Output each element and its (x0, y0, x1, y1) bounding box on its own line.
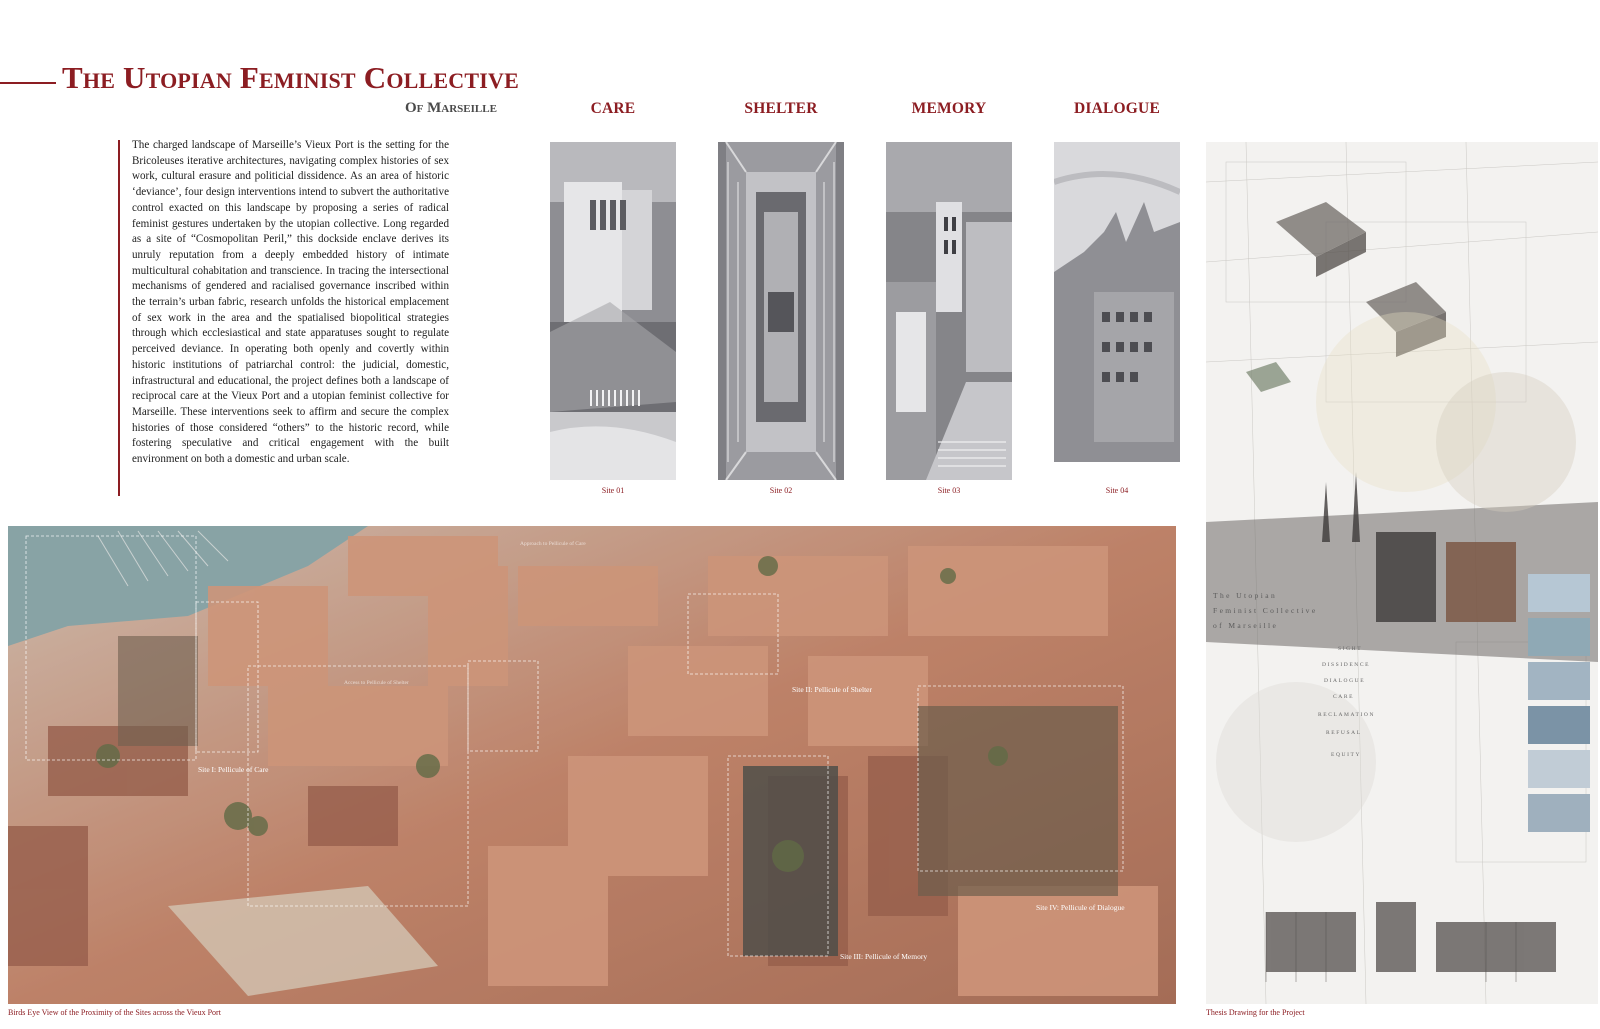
aerial-caption: Birds Eye View of the Proximity of the Sites across the Vieux Port (8, 1008, 221, 1017)
site-caption-04: Site 04 (1105, 486, 1129, 495)
thesis-title-line-3: of Marseille (1213, 621, 1279, 630)
site-panel-dialogue (1054, 142, 1180, 480)
thesis-word-reclamation: RECLAMATION (1318, 712, 1376, 718)
aerial-label-approach-care: Approach to Pellicule of Care (520, 541, 586, 547)
intro-accent-bar (118, 140, 120, 496)
title-rule (0, 82, 56, 84)
thesis-title-line-2: Feminist Collective (1213, 606, 1318, 615)
site-heading-care: CARE (590, 100, 636, 117)
aerial-label-site4: Site IV: Pellicule of Dialogue (1036, 903, 1125, 912)
thesis-word-dissidence: DISSIDENCE (1322, 662, 1371, 668)
site-caption-01: Site 01 (601, 486, 625, 495)
thesis-word-dialogue: DIALOGUE (1324, 678, 1366, 684)
thesis-word-equity: EQUITY (1331, 752, 1362, 758)
aerial-label-site2: Site II: Pellicule of Shelter (792, 685, 872, 694)
thesis-title-line-1: The Utopian (1213, 591, 1278, 600)
aerial-label-access-shelter: Access to Pellicule of Shelter (344, 680, 409, 686)
aerial-label-site3: Site III: Pellicule of Memory (840, 952, 928, 961)
site-heading-shelter: SHELTER (744, 100, 818, 117)
site-caption-03: Site 03 (937, 486, 961, 495)
thesis-word-care: CARE (1333, 694, 1355, 700)
page-title: The Utopian Feminist Collective (62, 60, 519, 95)
site-panel-memory (886, 142, 1012, 480)
thesis-drawing (1206, 142, 1598, 1004)
page-subtitle: Of Marseille (405, 100, 497, 116)
thesis-word-refusal: REFUSAL (1326, 730, 1362, 736)
site-caption-02: Site 02 (769, 486, 793, 495)
site-panel-shelter (718, 142, 844, 480)
thesis-caption: Thesis Drawing for the Project (1206, 1008, 1305, 1017)
thesis-word-sight: SIGHT (1338, 646, 1363, 652)
site-heading-dialogue: DIALOGUE (1073, 100, 1160, 117)
aerial-label-site1: Site I: Pellicule of Care (198, 765, 269, 774)
site-heading-memory: MEMORY (911, 100, 987, 117)
aerial-photo (8, 526, 1176, 1004)
intro-paragraph: The charged landscape of Marseille’s Vieux Port is the setting for the Bricoleuses iterative architectures, navigating complex histories of sex work, cultural erasure and politicial dissidence. As an area of historic ‘deviance’, four design interventions intend to subvert the authoritative control exacted on this landscape by proposing a series of radical feminist gestures undertaken by the utopian collective. Long regarded as a site of “Cosmopolitan Peril,” this dockside enclave derives its unruly reputation from a deeply embedded history of intimate multicultural cohabitation and transcience. In tracing the intersectional mechanisms of gendered and racialised governance inscribed within the terrain’s urban fabric, research unfolds the historical emplacement of sex work in the area and the spatialised biopolitical strategies through which ecclesiastical and state apparatuses sought to regulate perceived deviance. In operating both openly and covertly within historic institutions of patriarchal control: the judicial, domestic, infrastructural and educational, the project defines both a landscape of reciprocal care at the Vieux Port and a utopian feminist collective for Marseille. These interventions seek to affirm and secure the complex histories of those considered “others” to the historic record, while fostering speculative and critical engagement with the built environment on both a domestic and urban scale. (132, 139, 449, 466)
thesis-title (1213, 588, 1318, 633)
site-panel-care (550, 142, 676, 480)
